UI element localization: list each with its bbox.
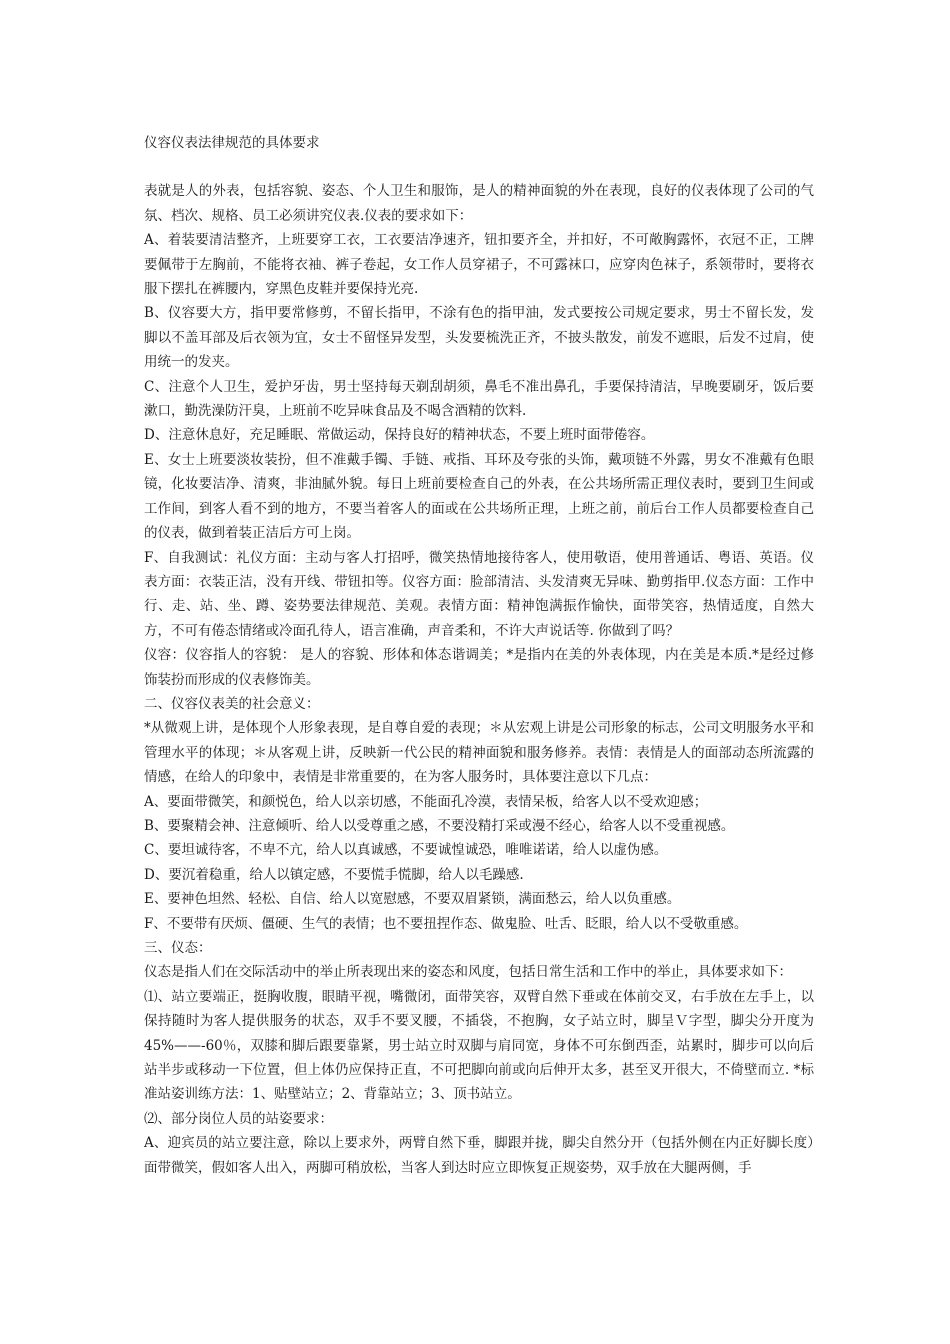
document-body (144, 179, 814, 1180)
body-paragraph: D、注意休息好，充足睡眠、常做运动，保持良好的精神状态，不要上班时面带倦容。 (144, 427, 655, 444)
body-paragraph: ⑵、部分岗位人员的站姿要求： (144, 1110, 333, 1127)
body-paragraph: 表就是人的外表，包括容貌、姿态、个人卫生和服饰，是人的精神面貌的外在表现，良好的仪表体现了公司的气氛、档次、规格、员工必须讲究仪表.仪表的要求如下： (144, 183, 814, 224)
body-paragraph: D、要沉着稳重，给人以镇定感，不要慌手慌脚，给人以毛躁感. (144, 866, 524, 883)
body-paragraph: E、女士上班要淡妆装扮，但不准戴手镯、手链、戒指、耳环及夸张的头饰，戴项链不外露，男女不准戴有色眼镜，化妆要洁净、清爽，非油腻外貌。每日上班前要检查自己的外表，在公共场所需正理仪表时，要到卫生间或工作间，到客人看不到的地方，不要当着客人的面或在公共场所正理，上班之前，前后台工作人员都要检查自己的仪表，做到着装正洁后方可上岗。 (144, 451, 814, 542)
body-paragraph: 三、仪态： (144, 940, 212, 956)
body-paragraph: F、自我测试：礼仪方面：主动与客人打招呼，微笑热情地接待客人，使用敬语，使用普通话、粤语、英语。仪表方面：衣装正洁，没有开线、带钮扣等。仪容方面：脸部清洁、头发清爽无异味、勤剪指甲.仪态方面：工作中行、走、站、坐、蹲、姿势要法律规范、美观。表情方面：精神饱满振作愉快，面带笑容，热情适度，自然大方，不可有倦态情绪或冷面孔待人，语言准确，声音柔和，不许大声说话等. 你做到了吗？ (144, 549, 814, 639)
body-paragraph: 二、仪容仪表美的社会意义： (144, 695, 320, 712)
body-paragraph: C、要坦诚待客，不卑不亢，给人以真诚感，不要诚惶诚恐，唯唯诺诺，给人以虚伪感。 (144, 842, 668, 859)
body-paragraph: A、着装要清洁整齐，上班要穿工衣，工衣要洁净速齐，钮扣要齐全，并扣好，不可敞胸露怀，衣冠不正，工牌要佩带于左胸前，不能将衣袖、裤子卷起，女工作人员穿裙子，不可露袜口，应穿肉色袜子，系领带时，要将衣服下摆扎在裤腰内，穿黑色皮鞋并要保持光亮. (144, 232, 814, 298)
body-paragraph: A、要面带微笑，和颜悦色，给人以亲切感，不能面孔冷漠，表情呆板，给客人以不受欢迎感； (144, 793, 708, 810)
body-paragraph: B、仪容要大方，指甲要常修剪，不留长指甲，不涂有色的指甲油，发式要按公司规定要求，男士不留长发，发脚以不盖耳部及后衣领为宜，女士不留怪异发型，头发要梳洗正齐，不披头散发，前发不遮眼，后发不过肩，使用统一的发夹。 (144, 305, 814, 371)
body-paragraph: B、要聚精会神、注意倾听、给人以受尊重之感，不要没精打采或漫不经心，给客人以不受重视感。 (144, 817, 735, 834)
body-paragraph: A、迎宾员的站立要注意，除以上要求外，两臂自然下垂，脚跟并拢，脚尖自然分开（包括外侧在内正好脚长度）面带微笑，假如客人出入，两脚可稍放松，当客人到达时应立即恢复正规姿势，双手放在大腿两侧，手 (144, 1135, 814, 1176)
body-paragraph: *从微观上讲，是体现个人形象表现，是自尊自爱的表现；＊从宏观上讲是公司形象的标志，公司文明服务水平和管理水平的体现；＊从客观上讲，反映新一代公民的精神面貌和服务修养。表情：表情是人的面部动态所流露的情感，在给人的印象中，表情是非常重要的，在为客人服务时，具体要注意以下几点： (144, 720, 814, 786)
body-paragraph: E、要神色坦然、轻松、自信、给人以宽慰感，不要双眉紧锁，满面愁云，给人以负重感。 (144, 891, 681, 908)
body-paragraph: F、不要带有厌烦、僵硬、生气的表情；也不要扭捏作态、做鬼脸、吐舌、眨眼，给人以不受敬重感。 (144, 915, 748, 932)
document-page (144, 131, 814, 1180)
document-title: 仪容仪表法律规范的具体要求 (144, 135, 320, 151)
body-paragraph: 仪态是指人们在交际活动中的举止所表现出来的姿态和风度，包括日常生活和工作中的举止，具体要求如下： (144, 964, 792, 981)
body-paragraph: 仪容：仪容指人的容貌： 是人的容貌、形体和体态谐调美；*是指内在美的外表体现，内在美是本质.*是经过修饰装扮而形成的仪表修饰美。 (144, 647, 814, 688)
body-paragraph: C、注意个人卫生，爱护牙齿，男士坚持每天剃刮胡须，鼻毛不准出鼻孔，手要保持清洁，早晚要刷牙，饭后要漱口，勤洗澡防汗臭，上班前不吃异味食品及不喝含酒精的饮料. (144, 378, 814, 420)
body-paragraph: ⑴、站立要端正，挺胸收腹，眼睛平视，嘴微闭，面带笑容，双臂自然下垂或在体前交叉，右手放在左手上，以保持随时为客人提供服务的状态，双手不要叉腰，不插袋，不抱胸，女子站立时，脚呈Ｖ字型，脚尖分开度为45%——-60％，双膝和脚后跟要靠紧，男士站立时双脚与肩同宽，身体不可东倒西歪，站累时，脚步可以向后站半步或移动一下位置，但上体仍应保持正直，不可把脚向前或向后伸开太多，甚至叉开很大，不倚壁而立. *标准站姿训练方法：1、贴壁站立；2、背靠站立；3、顶书站立。 (144, 988, 814, 1103)
